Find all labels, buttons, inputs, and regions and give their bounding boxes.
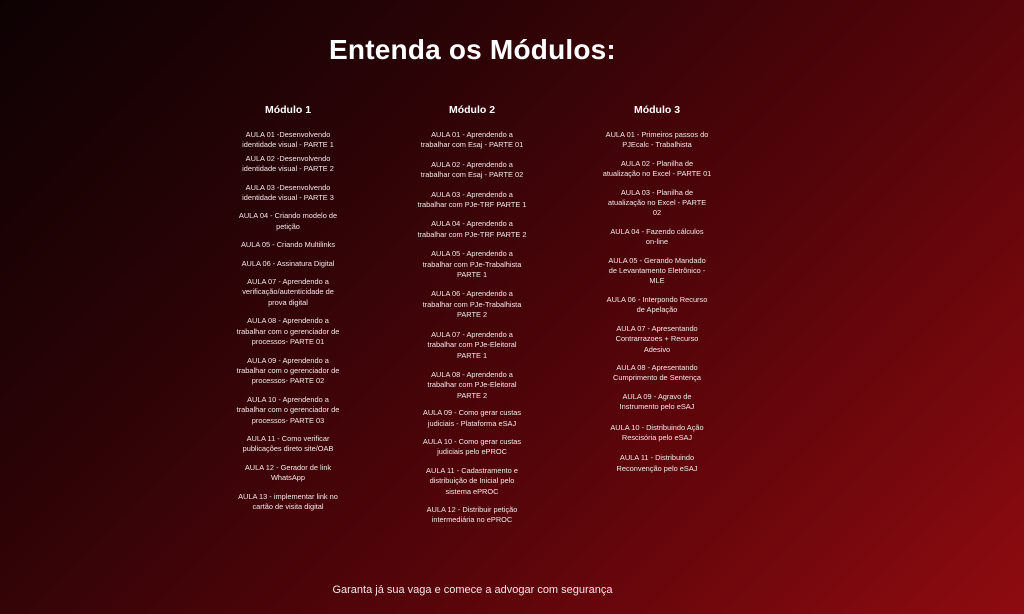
lesson-item: AULA 06 - Interpondo Recurso de Apelação bbox=[606, 294, 708, 315]
lesson-item: AULA 12 - Gerador de link WhatsApp bbox=[244, 462, 332, 483]
lesson-item: AULA 10 - Aprendendo a trabalhar com o gerenciador de processos- PARTE 03 bbox=[236, 394, 340, 425]
footer-cta-text: Garanta já sua vaga e comece a advogar com segurança bbox=[332, 584, 613, 596]
lesson-item: AULA 07 - Aprendendo a verificação/autenticidade de prova digital bbox=[242, 277, 334, 307]
lesson-item: AULA 02 - Aprendendo a trabalhar com Esaj - PARTE 02 bbox=[420, 159, 524, 180]
page-title: Entenda os Módulos: bbox=[329, 34, 616, 65]
module-2-lessons bbox=[407, 130, 537, 526]
lesson-item: AULA 01 - Primeiros passos do PJEcalc - Trabalhista bbox=[605, 130, 709, 150]
lesson-item: AULA 01 - Aprendendo a trabalhar com Esaj - PARTE 01 bbox=[420, 130, 524, 150]
module-1-lessons bbox=[223, 130, 353, 512]
lesson-item: AULA 12 - Distribuir petição intermediária no ePROC bbox=[426, 504, 518, 525]
lesson-item: AULA 07 - Apresentando Contrarrazoes + Recurso Adesivo bbox=[615, 323, 699, 354]
lesson-item: AULA 08 - Apresentando Cumprimento de Sentença bbox=[613, 362, 701, 383]
lesson-item: AULA 07 - Aprendendo a trabalhar com PJe-Eleitoral PARTE 1 bbox=[427, 329, 517, 360]
lesson-item: AULA 02 - Planilha de atualização no Excel - PARTE 01 bbox=[602, 158, 712, 179]
lesson-item: AULA 11 - Cadastramento e distribuição de Inicial pelo sistema ePROC bbox=[426, 465, 518, 496]
lesson-item: AULA 08 - Aprendendo a trabalhar com o gerenciador de processos- PARTE 01 bbox=[236, 316, 340, 347]
module-1-column bbox=[223, 104, 353, 512]
module-3-title: Módulo 3 bbox=[633, 104, 681, 116]
module-3-column bbox=[592, 104, 722, 474]
lesson-item: AULA 05 - Criando Multilinks bbox=[240, 240, 336, 250]
lesson-item: AULA 04 - Fazendo cálculos on-line bbox=[610, 226, 704, 247]
lesson-item: AULA 05 - Aprendendo a trabalhar com PJe-Trabalhista PARTE 1 bbox=[422, 249, 522, 280]
module-2-title: Módulo 2 bbox=[448, 104, 496, 116]
lesson-item: AULA 04 - Aprendendo a trabalhar com PJe-TRF PARTE 2 bbox=[417, 219, 527, 239]
lesson-item: AULA 03 -Desenvolvendo identidade visual - PARTE 3 bbox=[242, 182, 334, 203]
lesson-item: AULA 10 - Distribuindo Ação Rescisória pelo eSAJ bbox=[610, 422, 704, 442]
lesson-item: AULA 05 - Gerando Mandado de Levantamento Eletrônico - MLE bbox=[608, 255, 706, 286]
lesson-item: AULA 02 -Desenvolvendo identidade visual - PARTE 2 bbox=[242, 153, 334, 174]
lesson-item: AULA 09 - Aprendendo a trabalhar com o gerenciador de processos- PARTE 02 bbox=[236, 355, 340, 386]
lesson-item: AULA 08 - Aprendendo a trabalhar com PJe-Eleitoral PARTE 2 bbox=[427, 369, 517, 400]
lesson-item: AULA 09 - Como gerar custas judiciais - Plataforma eSAJ bbox=[422, 408, 522, 428]
lesson-item: AULA 03 - Planilha de atualização no Excel - PARTE 02 bbox=[607, 187, 707, 218]
lesson-item: AULA 01 -Desenvolvendo identidade visual - PARTE 1 bbox=[242, 130, 334, 150]
lesson-item: AULA 13 - implementar link no cartão de visita digital bbox=[238, 491, 338, 511]
lesson-item: AULA 09 - Agravo de Instrumento pelo eSAJ bbox=[619, 391, 695, 412]
module-2-column bbox=[407, 104, 537, 526]
lesson-item: AULA 06 - Assinatura Digital bbox=[241, 258, 335, 268]
lesson-item: AULA 11 - Como verificar publicações direto site/OAB bbox=[242, 433, 334, 454]
lesson-item: AULA 06 - Aprendendo a trabalhar com PJe-Trabalhista PARTE 2 bbox=[422, 289, 522, 320]
lesson-item: AULA 11 - Distribuindo Reconvenção pelo eSAJ bbox=[616, 453, 698, 473]
lesson-item: AULA 03 - Aprendendo a trabalhar com PJe-TRF PARTE 1 bbox=[417, 189, 527, 210]
module-1-title: Módulo 1 bbox=[264, 104, 312, 116]
module-3-lessons bbox=[592, 130, 722, 474]
lesson-item: AULA 04 - Criando modelo de petição bbox=[238, 211, 338, 231]
lesson-item: AULA 10 - Como gerar custas judiciais pelo ePROC bbox=[422, 436, 522, 457]
